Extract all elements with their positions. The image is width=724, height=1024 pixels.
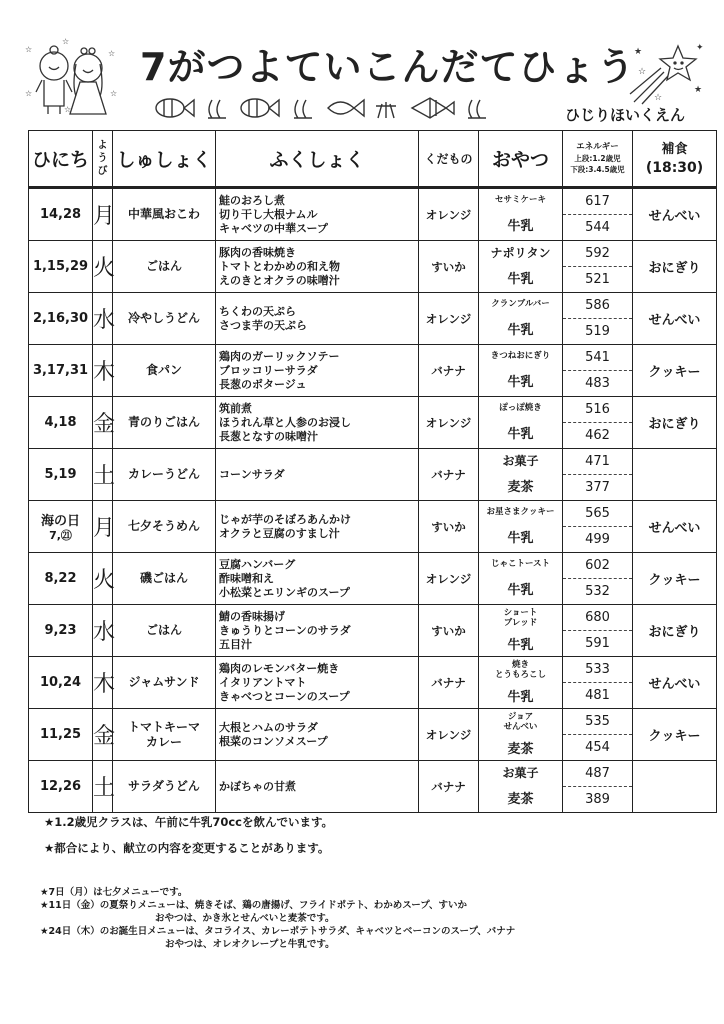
date-text: 12,26 (39, 779, 82, 794)
side-dish: きゅうりとコーンのサラダ (219, 623, 351, 637)
header-snack: おやつ (479, 131, 563, 188)
side-dish: きゃべつとコーンのスープ (219, 689, 350, 703)
header-side: ふくしょく (216, 131, 419, 188)
weekday-cell: 月 (93, 501, 113, 553)
header-energy (563, 131, 633, 188)
staple-text: サラダうどん (128, 779, 200, 793)
menu-table (28, 130, 717, 813)
side-cell (216, 553, 419, 605)
energy-upper: 586 (563, 293, 632, 319)
staple-cell (113, 605, 216, 657)
energy-upper: 471 (563, 449, 632, 475)
date-text: 3,17,31 (32, 363, 89, 378)
seaweed-icon (294, 100, 312, 118)
weekday-cell: 水 (93, 605, 113, 657)
table-row (29, 761, 717, 813)
energy-upper: 680 (563, 605, 632, 631)
side-dish: 豆腐ハンバーグ (219, 557, 296, 571)
table-row (29, 345, 717, 397)
staple-cell (113, 397, 216, 449)
snack-top: ナポリタン (490, 245, 551, 260)
table-row (29, 553, 717, 605)
fruit-cell: すいか (419, 501, 479, 553)
side-cell (216, 397, 419, 449)
staple-text: カレーうどん (127, 467, 200, 481)
snack-bottom: 牛乳 (507, 323, 534, 339)
weekday-cell: 水 (93, 293, 113, 345)
school-name: ひじりほいくえん (565, 106, 686, 124)
footnote-tanabata: ★7日（月）は七夕メニューです。 (40, 887, 188, 898)
snack-top: クランブルバー (491, 298, 550, 309)
snack-cell (479, 241, 563, 293)
header-fruit: くだもの (419, 131, 479, 188)
side-cell (216, 293, 419, 345)
supplement-cell: せんべい (633, 188, 717, 241)
header-supplement-time: (18:30) (645, 160, 704, 176)
weekday-cell: 火 (93, 553, 113, 605)
footnote-birthday: ★24日（木）のお誕生日メニューは、タコライス、カレーポテトサラダ、キャベツとベーコンのスープ、バナナ (40, 926, 516, 937)
date-text: 14,28 (39, 207, 82, 222)
header-staple: しゅしょく (113, 131, 216, 188)
fruit-cell: オレンジ (419, 188, 479, 241)
fruit-cell: すいか (419, 241, 479, 293)
staple-text: ジャムサンド (128, 675, 200, 689)
table-row (29, 449, 717, 501)
snack-cell (479, 501, 563, 553)
side-dish: トマトとわかめの和え物 (219, 259, 340, 273)
header-weekday-char: び (97, 166, 108, 177)
date-cell (29, 345, 93, 397)
table-row (29, 657, 717, 709)
supplement-cell (633, 761, 717, 813)
date-text: 海の日 (40, 514, 80, 529)
svg-text:☆: ☆ (62, 37, 70, 46)
svg-text:★: ★ (634, 47, 643, 57)
side-dish: 長葱のポタージュ (219, 377, 307, 391)
snack-top: じゃこトースト (490, 558, 551, 569)
staple-cell (113, 449, 216, 501)
fish-icon (156, 99, 194, 117)
energy-lower: 454 (585, 740, 610, 755)
date-text: 8,22 (44, 571, 77, 586)
snack-bottom: 麦茶 (507, 480, 534, 496)
header-energy-lower: 下段:3.4.5歳児 (570, 165, 625, 174)
side-dish: コーンサラダ (219, 467, 285, 481)
snack-top: ショート ブレッド (503, 608, 538, 629)
fruit-cell: バナナ (419, 345, 479, 397)
snack-bottom: 牛乳 (507, 219, 534, 235)
note-change: ★都合により、献立の内容を変更することがあります。 (44, 841, 330, 855)
staple-text: 青のりごはん (127, 415, 200, 429)
snack-cell (479, 449, 563, 501)
tanabata-couple-illustration (22, 36, 122, 118)
energy-cell (563, 345, 633, 397)
energy-upper: 541 (563, 345, 632, 371)
energy-upper: 617 (563, 189, 632, 215)
side-dish: 鮭のおろし煮 (219, 193, 285, 207)
staple-text: 食パン (145, 363, 182, 377)
side-dish: 筑前煮 (219, 401, 252, 415)
header-supplement-title: 補食 (661, 142, 688, 157)
snack-top: ぽっぽ焼き (499, 402, 542, 413)
weekday-cell: 月 (93, 188, 113, 241)
snack-top: きつねおにぎり (490, 350, 551, 361)
fruit-cell: バナナ (419, 449, 479, 501)
shooting-star-illustration (628, 40, 706, 106)
energy-lower: 483 (585, 376, 610, 391)
snack-cell (479, 605, 563, 657)
staple-text: トマトキーマ カレー (127, 719, 200, 749)
snack-cell (479, 397, 563, 449)
date-text: 9,23 (44, 623, 77, 638)
side-dish: さつま芋の天ぷら (219, 318, 307, 332)
energy-upper: 602 (563, 553, 632, 579)
date-text: 10,24 (39, 675, 82, 690)
snack-bottom: 牛乳 (507, 375, 534, 391)
supplement-cell: おにぎり (633, 605, 717, 657)
staple-cell (113, 345, 216, 397)
energy-lower: 544 (585, 220, 610, 235)
staple-text: ごはん (145, 259, 182, 273)
supplement-cell: クッキー (633, 345, 717, 397)
svg-text:☆: ☆ (654, 93, 663, 103)
svg-text:☆: ☆ (25, 89, 33, 98)
side-dish: キャベツの中華スープ (219, 221, 328, 235)
snack-bottom: 牛乳 (507, 637, 534, 653)
date-cell (29, 449, 93, 501)
table-row (29, 293, 717, 345)
fruit-cell: バナナ (419, 761, 479, 813)
header-supplement (633, 131, 717, 188)
energy-upper: 592 (563, 241, 632, 267)
snack-cell (479, 709, 563, 761)
energy-cell (563, 709, 633, 761)
side-cell (216, 657, 419, 709)
energy-cell (563, 553, 633, 605)
side-cell (216, 501, 419, 553)
side-dish: 大根とハムのサラダ (219, 720, 318, 734)
energy-cell (563, 657, 633, 709)
sea-creatures-border (150, 94, 550, 122)
header-energy-title: エネルギー (576, 142, 619, 152)
side-cell (216, 449, 419, 501)
side-dish: じゃが芋のそぼろあんかけ (219, 512, 351, 526)
side-dish: 長葱となすの味噌汁 (219, 429, 318, 443)
table-row (29, 188, 717, 241)
energy-cell (563, 293, 633, 345)
snack-top: お星さまクッキー (486, 506, 555, 517)
fruit-cell: オレンジ (419, 397, 479, 449)
energy-cell (563, 449, 633, 501)
date-text: 5,19 (44, 467, 77, 482)
side-dish: 鶏肉のレモンバター焼き (219, 661, 340, 675)
side-dish: 豚肉の香味焼き (219, 245, 296, 259)
svg-text:☆: ☆ (25, 45, 33, 54)
date-cell (29, 241, 93, 293)
snack-cell (479, 345, 563, 397)
energy-lower: 521 (585, 272, 610, 287)
snack-bottom: 麦茶 (507, 741, 534, 757)
snack-cell (479, 761, 563, 813)
side-dish: オクラと豆腐のすまし汁 (219, 526, 340, 540)
table-row (29, 501, 717, 553)
staple-text: 磯ごはん (139, 571, 188, 585)
header-weekday (93, 131, 113, 188)
snack-cell (479, 553, 563, 605)
side-dish: かぼちゃの甘煮 (219, 779, 296, 793)
date-cell (29, 657, 93, 709)
date-cell (29, 553, 93, 605)
weekday-cell: 土 (93, 761, 113, 813)
staple-cell (113, 657, 216, 709)
supplement-cell: クッキー (633, 709, 717, 761)
energy-lower: 462 (585, 428, 610, 443)
date-text: 11,25 (39, 727, 82, 742)
weekday-cell: 木 (93, 345, 113, 397)
side-dish: 切り干し大根ナムル (219, 207, 318, 221)
seaweed-icon (468, 100, 486, 118)
footnote-birthday-snack: おやつは、オレオクレープと牛乳です。 (165, 939, 335, 950)
energy-cell (563, 605, 633, 657)
fruit-cell: オレンジ (419, 553, 479, 605)
date-cell (29, 293, 93, 345)
side-cell (216, 709, 419, 761)
side-cell (216, 761, 419, 813)
svg-text:☆: ☆ (64, 105, 72, 114)
date-cell (29, 188, 93, 241)
snack-cell (479, 293, 563, 345)
page-title: 7がつよていこんだてひょう (140, 45, 636, 89)
weekday-cell: 木 (93, 657, 113, 709)
weekday-cell: 土 (93, 449, 113, 501)
side-dish: ちくわの天ぷら (219, 304, 296, 318)
date-cell (29, 709, 93, 761)
staple-cell (113, 188, 216, 241)
side-dish: ブロッコリーサラダ (219, 363, 318, 377)
angelfish-icon (412, 98, 454, 118)
snack-top: セサミケーキ (494, 194, 546, 205)
anemone-icon (376, 102, 396, 118)
seaweed-icon (208, 100, 226, 118)
svg-text:✦: ✦ (696, 43, 704, 53)
snack-cell (479, 657, 563, 709)
date-cell (29, 501, 93, 553)
side-dish: 根菜のコンソメスープ (219, 734, 328, 748)
supplement-cell: せんべい (633, 293, 717, 345)
date-cell (29, 761, 93, 813)
table-row (29, 709, 717, 761)
supplement-cell: せんべい (633, 501, 717, 553)
date-text: 1,15,29 (32, 259, 89, 274)
snack-bottom: 牛乳 (507, 427, 534, 443)
side-cell (216, 188, 419, 241)
staple-text: 中華風おこわ (127, 207, 200, 221)
staple-cell (113, 761, 216, 813)
supplement-cell: おにぎり (633, 241, 717, 293)
side-dish: 酢味噌和え (219, 571, 274, 585)
energy-cell (563, 397, 633, 449)
fruit-cell: バナナ (419, 657, 479, 709)
fruit-cell: オレンジ (419, 293, 479, 345)
supplement-cell: せんべい (633, 657, 717, 709)
energy-lower: 481 (585, 688, 610, 703)
date-text: 2,16,30 (32, 311, 89, 326)
snack-top: ジョア せんべい (503, 712, 538, 733)
side-dish: 鯖の香味揚げ (219, 609, 285, 623)
weekday-cell: 火 (93, 241, 113, 293)
footnote-natsumatsuri: ★11日（金）の夏祭りメニューは、焼きそば、鶏の唐揚げ、フライドポテト、わかめスープ、すいか (40, 900, 468, 911)
weekday-cell: 金 (93, 709, 113, 761)
staple-text: 七夕そうめん (127, 519, 200, 533)
date-sub: 7,㉑ (49, 529, 72, 542)
staple-cell (113, 241, 216, 293)
energy-upper: 516 (563, 397, 632, 423)
staple-cell (113, 293, 216, 345)
side-dish: 小松菜とエリンギのスープ (219, 585, 350, 599)
supplement-cell (633, 449, 717, 501)
energy-cell (563, 761, 633, 813)
svg-text:☆: ☆ (110, 89, 118, 98)
snack-bottom: 牛乳 (507, 583, 534, 599)
energy-cell (563, 241, 633, 293)
header-row (29, 131, 717, 188)
svg-text:☆: ☆ (108, 49, 116, 58)
side-dish: 鶏肉のガーリックソテー (219, 349, 340, 363)
energy-lower: 591 (585, 636, 610, 651)
energy-lower: 389 (585, 792, 610, 807)
header-weekday-char: う (97, 153, 108, 164)
energy-cell (563, 188, 633, 241)
snack-bottom: 牛乳 (507, 689, 534, 705)
snack-top: 焼き とうもろこし (494, 660, 546, 681)
table-row (29, 241, 717, 293)
snack-top: お菓子 (502, 453, 539, 468)
side-dish: イタリアントマト (219, 675, 307, 689)
energy-lower: 519 (585, 324, 610, 339)
header-weekday-char: よ (97, 140, 108, 151)
table-row (29, 397, 717, 449)
side-dish: 五目汁 (219, 637, 252, 651)
side-cell (216, 605, 419, 657)
snack-top: お菓子 (502, 765, 539, 780)
staple-cell (113, 709, 216, 761)
energy-upper: 533 (563, 657, 632, 683)
energy-lower: 377 (585, 480, 610, 495)
fruit-cell: オレンジ (419, 709, 479, 761)
date-cell (29, 397, 93, 449)
table-row (29, 605, 717, 657)
fruit-cell: すいか (419, 605, 479, 657)
energy-lower: 499 (585, 532, 610, 547)
side-cell (216, 241, 419, 293)
date-text: 4,18 (44, 415, 77, 430)
staple-cell (113, 553, 216, 605)
energy-lower: 532 (585, 584, 610, 599)
fish-icon (241, 99, 279, 117)
staple-text: 冷やしうどん (127, 311, 200, 325)
staple-text: ごはん (145, 623, 182, 637)
note-milk: ★1.2歳児クラスは、午前に牛乳70ccを飲んでいます。 (44, 815, 334, 829)
energy-upper: 487 (563, 761, 632, 787)
snack-bottom: 牛乳 (507, 531, 534, 547)
header-date: ひにち (29, 131, 93, 188)
fish-icon (328, 100, 364, 116)
supplement-cell: おにぎり (633, 397, 717, 449)
svg-text:★: ★ (694, 85, 703, 95)
snack-bottom: 麦茶 (507, 792, 534, 808)
supplement-cell: クッキー (633, 553, 717, 605)
svg-text:☆: ☆ (638, 67, 647, 77)
snack-bottom: 牛乳 (507, 272, 534, 288)
side-cell (216, 345, 419, 397)
side-dish: ほうれん草と人参のお浸し (219, 415, 351, 429)
energy-cell (563, 501, 633, 553)
header-energy-upper: 上段:1.2歳児 (574, 154, 621, 163)
energy-upper: 565 (563, 501, 632, 527)
weekday-cell: 金 (93, 397, 113, 449)
staple-cell (113, 501, 216, 553)
side-dish: えのきとオクラの味噌汁 (219, 273, 340, 287)
snack-cell (479, 188, 563, 241)
date-cell (29, 605, 93, 657)
footnote-natsumatsuri-snack: おやつは、かき氷とせんべいと麦茶です。 (155, 913, 335, 924)
energy-upper: 535 (563, 709, 632, 735)
